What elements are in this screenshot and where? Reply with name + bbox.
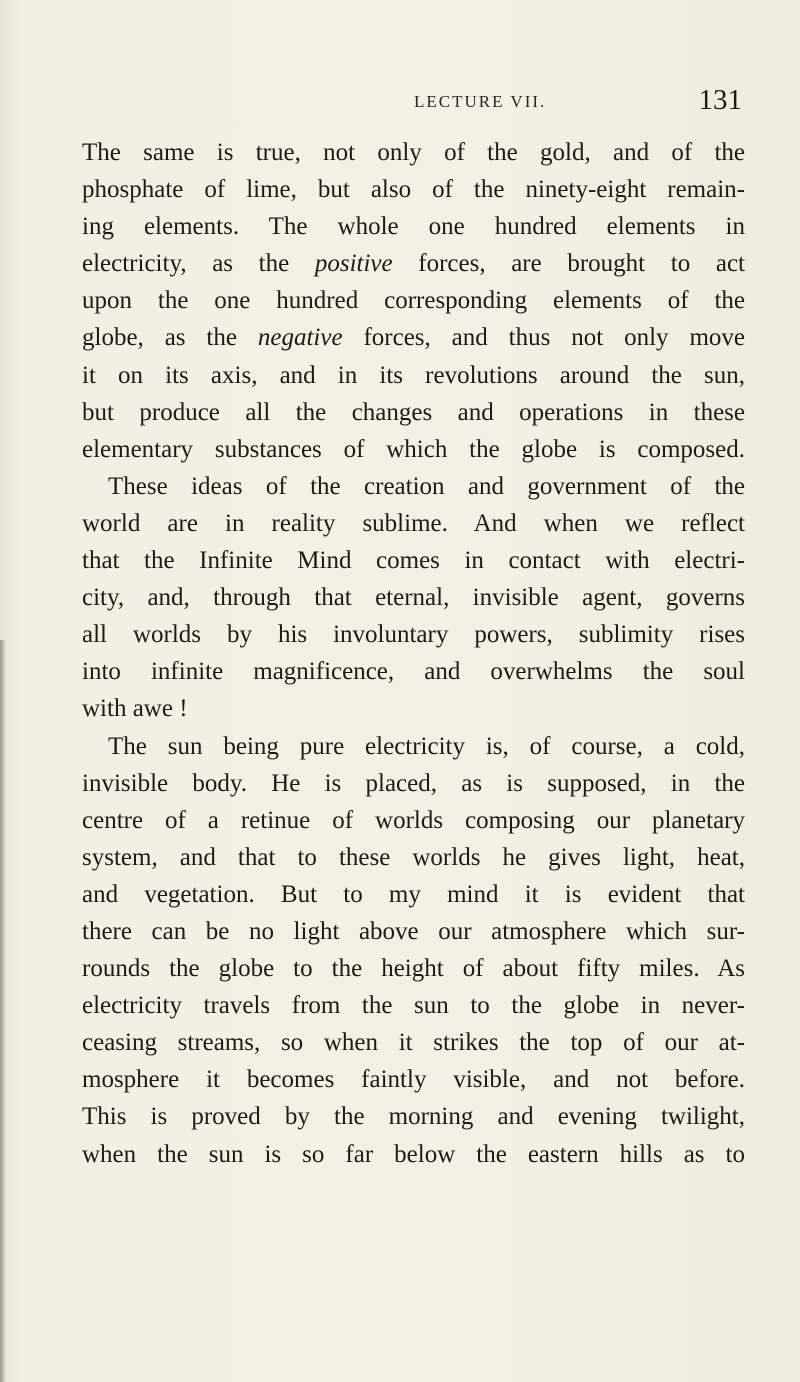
text-line-25: ceasing streams, so when it strikes the top of our at- bbox=[82, 1029, 745, 1057]
running-head bbox=[82, 84, 742, 124]
text-line-24: electricity travels from the sun to the globe in never- bbox=[82, 992, 745, 1020]
text-line-22: there can be no light above our atmosphere which sur- bbox=[82, 917, 745, 945]
text-line-1: The same is true, not only of the gold, and of the bbox=[82, 139, 745, 166]
text-line-3: ing elements. The whole one hundred elements in bbox=[82, 213, 745, 241]
text-line-19: centre of a retinue of worlds composing our planetary bbox=[82, 806, 745, 834]
text-line-4 bbox=[82, 245, 745, 282]
text-line-28: when the sun is so far below the eastern hills as to bbox=[82, 1140, 745, 1168]
text-line-6-start: globe, as the bbox=[82, 324, 258, 352]
text-line-14: all worlds by his involuntary powers, sublimity rises bbox=[82, 621, 745, 649]
text-line-21: and vegetation. But to my mind it is evident that bbox=[82, 880, 745, 908]
text-line-18: invisible body. He is placed, as is supposed, in the bbox=[82, 769, 745, 797]
text-line-4-end: forces, are brought to act bbox=[392, 250, 745, 278]
text-line-26: mosphere it becomes faintly visible, and not before. bbox=[82, 1066, 745, 1094]
text-line-8: but produce all the changes and operations in these bbox=[82, 398, 745, 426]
text-line-23: rounds the globe to the height of about fifty miles. As bbox=[82, 955, 745, 983]
text-line-4-start: electricity, as the bbox=[82, 250, 315, 278]
text-line-9: elementary substances of which the globe is composed. bbox=[82, 435, 745, 463]
text-line-2: phosphate of lime, but also of the ninety-eight remain- bbox=[82, 176, 745, 204]
italic-word-negative: negative bbox=[257, 324, 343, 352]
text-line-7: it on its axis, and in its revolutions around the sun, bbox=[82, 361, 745, 389]
text-line-17: The sun being pure electricity is, of course, a cold, bbox=[108, 732, 745, 760]
text-line-27: This is proved by the morning and evening twilight, bbox=[82, 1103, 745, 1131]
italic-word-positive: positive bbox=[314, 250, 393, 278]
page-number: 131 bbox=[698, 84, 742, 116]
binding-gutter bbox=[0, 640, 6, 1382]
text-line-16: with awe ! bbox=[82, 695, 188, 723]
text-line-10: These ideas of the creation and government of the bbox=[108, 472, 745, 500]
text-line-6 bbox=[82, 319, 745, 356]
text-line-6-end: forces, and thus not only move bbox=[342, 324, 745, 352]
text-line-20: system, and that to these worlds he gives light, heat, bbox=[82, 843, 745, 871]
text-line-12: that the Infinite Mind comes in contact with electri- bbox=[82, 547, 745, 575]
text-line-5: upon the one hundred corresponding elements of the bbox=[82, 287, 745, 315]
text-line-13: city, and, through that eternal, invisible agent, governs bbox=[82, 584, 745, 612]
text-line-11: world are in reality sublime. And when we reflect bbox=[82, 509, 745, 537]
chapter-title: LECTURE VII. bbox=[414, 92, 547, 111]
text-line-15: into infinite magnificence, and overwhelms the soul bbox=[82, 658, 745, 686]
body-text bbox=[82, 134, 745, 1173]
